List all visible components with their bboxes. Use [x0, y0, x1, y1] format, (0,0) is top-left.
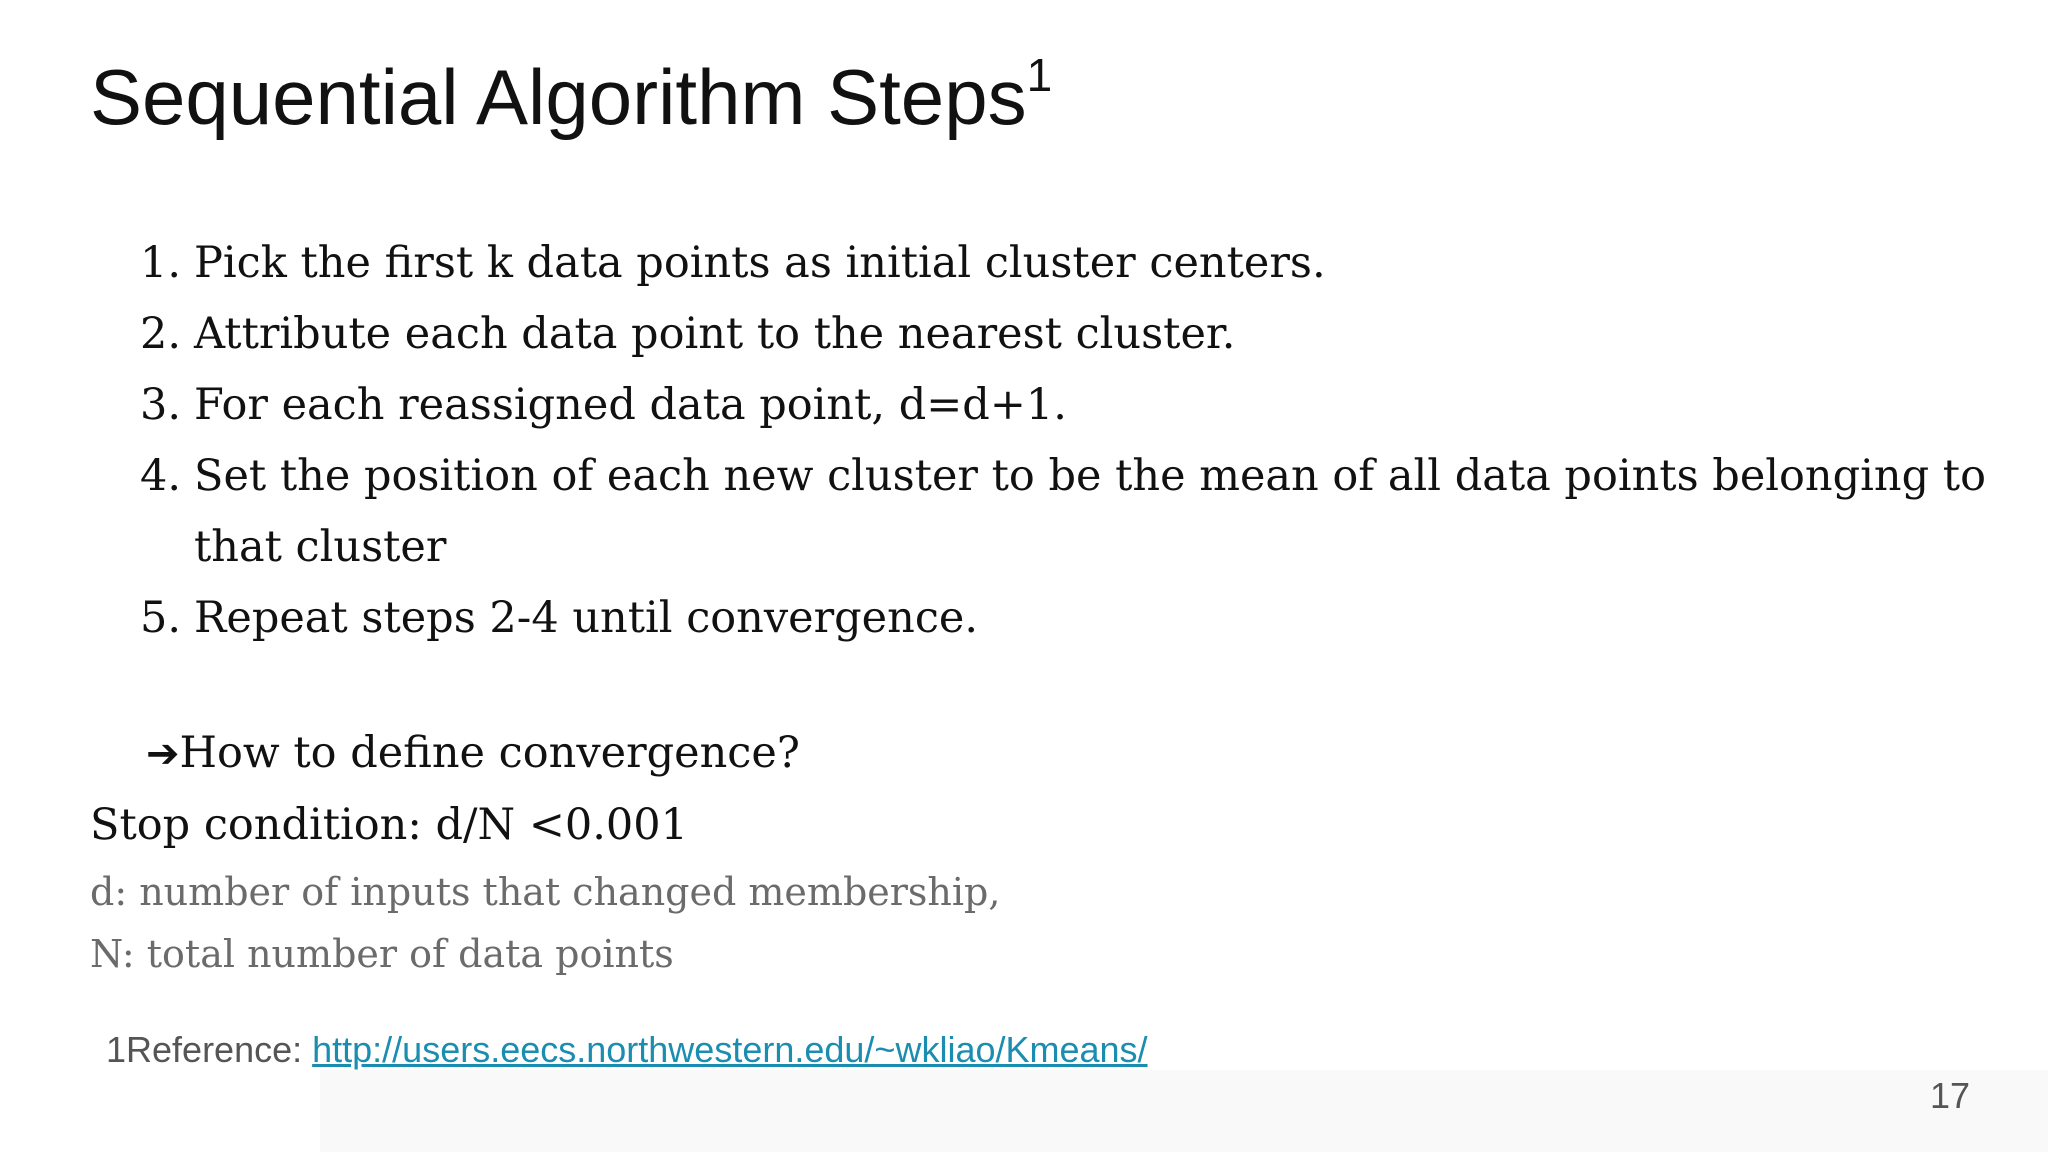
convergence-question — [146, 728, 800, 780]
footer-band — [320, 1070, 2048, 1152]
list-item — [140, 228, 2010, 299]
list-item — [140, 299, 2010, 370]
title-footnote-marker: 1 — [1026, 49, 1053, 101]
definition-d: d: number of inputs that changed membership, — [90, 870, 1001, 914]
slide-title — [90, 49, 1053, 141]
step-text: Attribute each data point to the nearest cluster. — [194, 309, 1236, 359]
list-item — [140, 583, 2010, 654]
step-number: 2. — [140, 309, 182, 359]
stop-condition: Stop condition: d/N <0.001 — [90, 800, 688, 850]
page-number: 17 — [1929, 1075, 1970, 1116]
definition-n: N: total number of data points — [90, 932, 674, 976]
step-text: Repeat steps 2-4 until convergence. — [194, 593, 979, 643]
reference-link[interactable]: http://users.eecs.northwestern.edu/~wkliao/Kmeans/ — [312, 1029, 1148, 1070]
question-text: How to define convergence? — [179, 728, 800, 778]
reference-footnote — [106, 1028, 1148, 1071]
step-text: Pick the first k data points as initial cluster centers. — [194, 238, 1326, 288]
step-text: Set the position of each new cluster to be the mean of all data points belonging to that cluster — [194, 451, 1986, 572]
list-item — [140, 370, 2010, 441]
list-item — [140, 441, 2010, 583]
arrow-right-icon: ➔ — [146, 731, 180, 777]
step-number: 3. — [140, 380, 182, 430]
step-text: For each reassigned data point, d=d+1. — [194, 380, 1067, 430]
step-number: 5. — [140, 593, 182, 643]
reference-label: 1Reference: — [106, 1029, 313, 1070]
step-number: 1. — [140, 238, 182, 288]
slide-title-text: Sequential Algorithm Steps — [90, 53, 1027, 141]
step-number: 4. — [140, 451, 182, 501]
algorithm-steps-list — [140, 228, 2010, 654]
